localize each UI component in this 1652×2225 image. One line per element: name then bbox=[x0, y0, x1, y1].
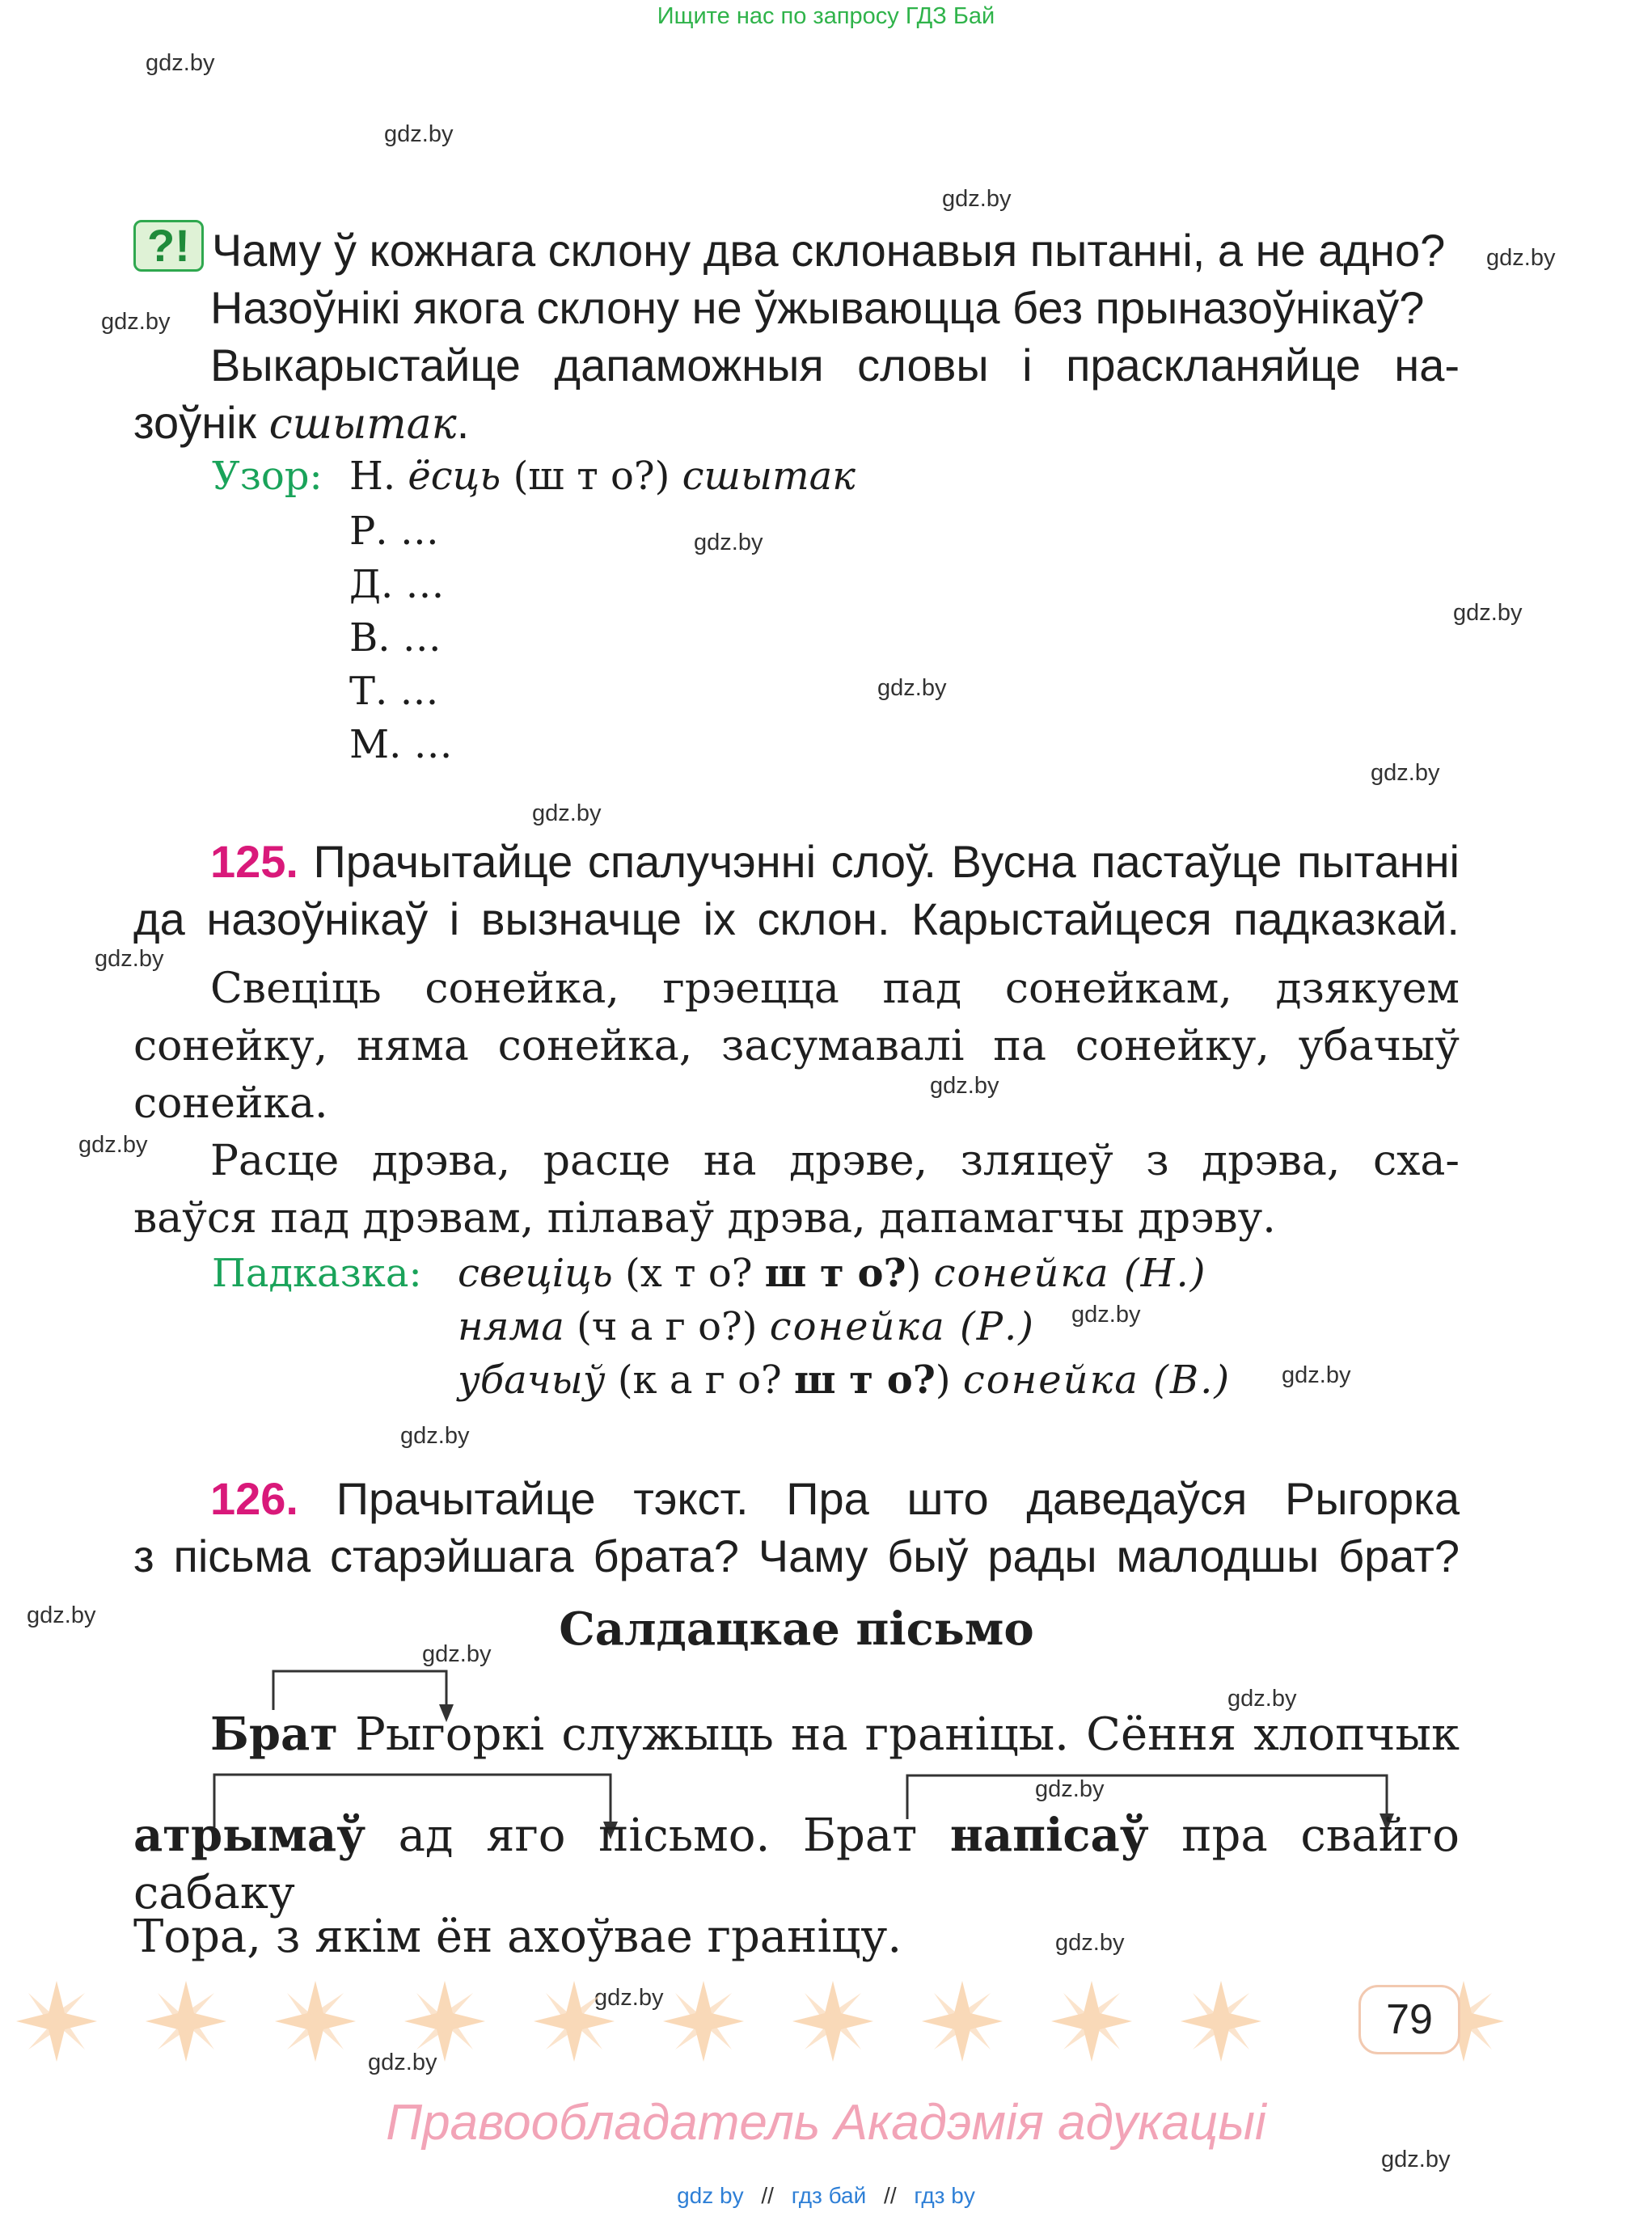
case-item: Д. … bbox=[349, 562, 445, 607]
watermark: gdz.by bbox=[1381, 2147, 1451, 2172]
watermark: gdz.by bbox=[27, 1602, 96, 1628]
word-sshytak: сшытак bbox=[268, 400, 457, 449]
exercise-number: 125. bbox=[210, 836, 298, 887]
footer-links bbox=[0, 2183, 1652, 2209]
case-item: М. … bbox=[349, 722, 453, 767]
hint-item: няма (ч а г о?) сонейка (Р.) bbox=[458, 1304, 1035, 1349]
exercise-125-text: Свеціць сонейка, грэецца пад сонейкам, дзякуем сонейку, няма сонейка, засумавалі па сонейку, убачыў сонейка. Расце дрэва, расце на дрэве, зляцеў з дрэва, сха- ваўся пад дрэвам, пілаваў дрэва, дапамагчы дрэву. bbox=[133, 965, 1460, 1243]
footer-separator: // bbox=[761, 2183, 774, 2208]
watermark: gdz.by bbox=[400, 1423, 470, 1449]
ornament-strip bbox=[0, 1973, 1512, 2070]
ornament-motif bbox=[16, 1981, 97, 2062]
text-line-1: Брат Рыгоркі служыць на граніцы. Сёння хлопчык bbox=[210, 1708, 1460, 1761]
ornament-motif bbox=[404, 1981, 485, 2062]
ornament-motif bbox=[534, 1981, 615, 2062]
case-item: В. … bbox=[349, 615, 442, 661]
watermark: gdz.by bbox=[532, 800, 602, 826]
watermark: gdz.by bbox=[1486, 245, 1556, 271]
watermark: gdz.by bbox=[930, 1073, 999, 1099]
footer-link[interactable]: гдз бай bbox=[791, 2183, 867, 2208]
pattern-label: Узор: bbox=[212, 454, 323, 499]
watermark: gdz.by bbox=[877, 675, 947, 701]
ornament-motif bbox=[146, 1981, 226, 2062]
watermark: gdz.by bbox=[942, 186, 1012, 212]
question-line-3: Выкарыстайце дапаможныя словы і праскланяйце на- bbox=[210, 340, 1460, 391]
exercise-125-task: 125. Прачытайце спалучэнні слоў. Вусна пастаўце пытанні да назоўнікаў і вызначце іх склон. Карыстайцеся падказкай. bbox=[133, 836, 1460, 944]
text-title: Салдацкае пісьмо bbox=[559, 1602, 1034, 1656]
text-line-2: атрымаў ад яго пісьмо. Брат напісаў пра свайго сабаку bbox=[133, 1809, 1460, 1919]
ornament-motif bbox=[663, 1981, 744, 2062]
watermark: gdz.by bbox=[1035, 1776, 1105, 1802]
watermark: gdz.by bbox=[594, 1985, 664, 2011]
copyright: Правообладатель Акадэмія адукацыі bbox=[386, 2095, 1266, 2151]
page-number: 79 bbox=[1358, 1985, 1460, 2054]
exercise-number: 126. bbox=[210, 1473, 298, 1524]
hint-label: Падказка: bbox=[212, 1251, 422, 1296]
ornament-motif bbox=[792, 1981, 873, 2062]
hint-item: свеціць (х т о? ш т о?) сонейка (Н.) bbox=[458, 1251, 1207, 1296]
watermark: gdz.by bbox=[1371, 760, 1440, 786]
watermark: gdz.by bbox=[368, 2050, 437, 2075]
footer-separator: // bbox=[884, 2183, 897, 2208]
text-line-3: Тора, з якім ён ахоўвае граніцу. bbox=[133, 1910, 902, 1963]
hint-item: убачыў (к а г о? ш т о?) сонейка (В.) bbox=[458, 1357, 1232, 1403]
header-search-link[interactable]: Ищите нас по запросу ГДЗ Бай bbox=[657, 3, 995, 29]
watermark: gdz.by bbox=[1071, 1302, 1141, 1328]
watermark: gdz.by bbox=[1282, 1362, 1351, 1388]
watermark: gdz.by bbox=[384, 121, 454, 147]
footer-link[interactable]: gdz by bbox=[677, 2183, 744, 2208]
question-line-2: Назоўнікі якога склону не ўжываюцца без прыназоўнікаў? bbox=[210, 282, 1425, 333]
exercise-126-task: 126. Прачытайце тэкст. Пра што даведаўся Рыгорка з пісьма старэйшага брата? Чаму быў рады малодшы брат? bbox=[133, 1473, 1460, 1581]
watermark: gdz.by bbox=[1227, 1686, 1297, 1712]
watermark: gdz.by bbox=[422, 1641, 492, 1667]
arrow-brat bbox=[273, 1671, 446, 1710]
watermark: gdz.by bbox=[95, 946, 164, 972]
watermark: gdz.by bbox=[101, 309, 171, 335]
question-line-4: зоўнік сшытак. bbox=[133, 397, 470, 449]
footer-link[interactable]: гдз by bbox=[914, 2183, 975, 2208]
question-badge: ?! bbox=[133, 220, 204, 272]
watermark: gdz.by bbox=[694, 530, 763, 555]
watermark: gdz.by bbox=[146, 50, 215, 76]
ornament-motif bbox=[922, 1981, 1003, 2062]
pattern-row: Н. ёсць (ш т о?) сшытак bbox=[349, 454, 856, 499]
watermark: gdz.by bbox=[1055, 1930, 1125, 1956]
ornament-motif bbox=[1181, 1981, 1261, 2062]
ornament-motif bbox=[1051, 1981, 1132, 2062]
ornament-motif bbox=[275, 1981, 356, 2062]
watermark: gdz.by bbox=[1453, 600, 1523, 626]
question-line-1: ?! Чаму ў кожнага склону два склонавыя пытанні, а не адно? bbox=[133, 220, 1460, 279]
case-item: Т. … bbox=[349, 669, 439, 714]
watermark: gdz.by bbox=[78, 1132, 148, 1158]
case-item: Р. … bbox=[349, 509, 439, 554]
